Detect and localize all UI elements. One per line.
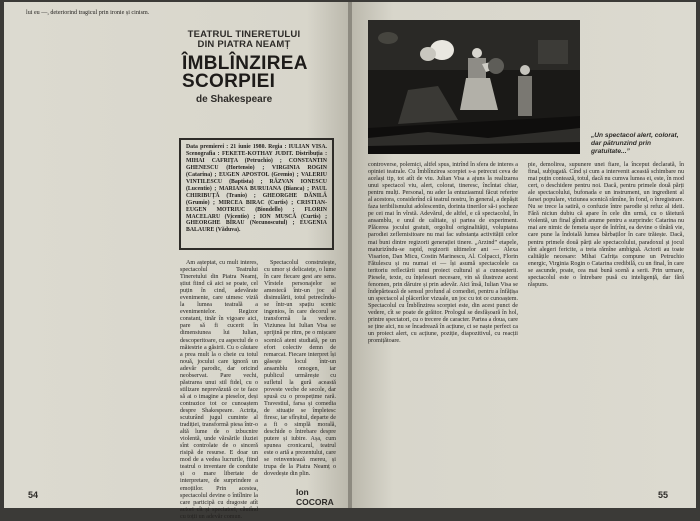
right-page — [352, 2, 696, 508]
play-author: de Shakespeare — [196, 94, 273, 105]
cast-credits-box: Data premierei : 21 iunie 1980. Regia : IULIAN VISA. Scenografia : FEKETE-KOTHAY JUDIT. Distribuția : MIHAI CAFRIȚA (Petruchio) ; CONSTANTIN GHENESCU (Hortensio) ; VIRGINIA ROGIN (Catarina) ; EUGEN APOSTOL (Gremio) ; VALERIU VINTILESCU (Baptista) ; RĂZVAN IONESCU (Lucentio) ; MARIANA BURUIANA (Bianca) ; PAUL CHIRIBUȚĂ (Tranio) ; GHEORGHE DĂNILĂ (Grumio) ; MIRCEA BIRAC (Curtis) ; CRISTIAN-EUGEN MOTRIUC (Biondello) ; FLORIN MACELARU (Vicentio) ; ION MUSCĂ (Curtis) ; GHEORGHE BÎRAU (Necunoscutul) ; EUGENIA BALAURE (Văduva). — [179, 138, 334, 250]
play-title: ÎMBLÎNZIREA SCORPIEI — [182, 53, 308, 92]
paragraph: Spectacolul construiește, cu umor și delicatețe, o lume în care fiecare gest are sens. Vîrstele personajelor se amestecă într-un joc al disimulării, totul petrecîndu-se într-un spațiu scenic ingenios, în care decorul se transformă la vedere. Viziunea lui Iulian Visa se sprijină pe ritm, pe o mișcare scenică atent studiată, pe un efort colectiv demn de remarcat. Fiecare interpret își găsește locul într-un ansamblu omogen, iar publicul urmărește cu sufletul la gură această poveste veche de secole, dar spusă cu o prospețime rară. Travestiul, farsa și comedia de situație se împletesc firesc, iar sfîrșitul, departe de a fi o simplă morală, deschide o întrebare despre putere și iubire. Așa, cum spunea cronicarul, teatrul este o artă a prezentului, care se reinventează mereu, și trupa de la Piatra Neamț o dovedește din plin. — [264, 260, 336, 478]
right-column-text — [264, 260, 336, 482]
stage-photo-image — [368, 20, 580, 154]
magazine-spread — [4, 2, 696, 520]
paragraph: pie, demolirea, supunere unei fiare, la început declarată, în final, subjugată. Cînd și cum a intervenit această schimbare nu mai puțin contează, totul, dacă nu cumva lumea ei, este, în mod cert, o deschidere pentru noi. Dacă, pentru primele două părți ale spectacolului, bufonada e un instrument, un ingredient al farsei populare, viziunea scenică rămîne, în fond, o înregistrare. Nu se trece la satiră, o confuzie între parodie și refuz al ideii. Fără niciun dubiu că apare în cele din urmă, cu o tăietură violentă, un final gîndit anume pentru a surprinde: Catarina nu mai are nimic de femeia ușor de înfrînt, ea devine o tînără vie, care pune la îndoială lumea bărbaților în care trăiește. Dacă, pentru primele două părți ale spectacolului, paradoxul și jocul sînt alegeri fericite, a treia rămîne ambiguă. Actorii au toate calitățile necesare: Mihai Cafrița compune un Petruchio energic, Virginia Rogin o Catarina credibilă, cu un final, în care se ascunde, poate, cea mai bună scenă a serii. Prin urmare, spectacolul este o întrebare pusă cu inteligență, dar fără răspuns. — [528, 162, 684, 288]
photo-caption: „Un spectacol alert, colorat, dar pătrunzind prin gratuitate...” — [591, 132, 679, 155]
theatre-name: TEATRUL TINERETULUI DIN PIATRA NEAMȚ — [187, 29, 301, 50]
paragraph: controverse, polemici, altfel spus, intrînd în sfera de interes a opiniei teatrale. Cu Îmblînzirea scorpiei s-a petrecut ceva de același tip, tot atît de viu. Julian Visa a ajuns la realizarea unui spectacol viu, alert, colorat, tineresc, încîntat chiar, pentru mulți. Personal, nu ader la entuziasmul făcut referire al acestora, considerînd că teatrul nostru, în general, a depășit faza teribilismului adolescentin, dorinta tinerilor să-i șocheze pe cei mai în vîrstă. Adevărul, de altfel, e că spectacolul, în ansamblu, e unul de calitate, și partea de experiment. Plăcerea jocului gratuit, orgoliul originalității, voluptatea parodiei zeflemisitoare nu mai fac substanța activității celor mai buni dintre regizorii generației tinere. „Arzind” etapele, maturizîndu-se rapid, regizorii ultimelor ani — Alexa Visarion, Dan Micu, Costin Marinescu, Al. Colpacci, Florin Fătulescu și nu numai ei — își asumă spectacolele ca teritoriu reflectării unui proiect cultural și a cunoașterii. Piesele, texte, cu înțelesuri necesare, vin să ilustreze acest fenomen, prin dăruire și prin adevăr. Aici însă, Iulian Visa se îndepărtează de sensul profund al comediei, pentru a înfățișa un spectacol al plăcerilor vizuale, un joc cu tot ce cunoaștem. Spectacolul cu Îmblînzirea scorpiei este, din acest punct de vedere, cît se poate de grăitor. Prologul se desfășoară în hol, printre spectatori, cu o trecere de caracter. Partea a doua, care se ține aici, nu se încadrează în acțiune, ci se naște perfect ca un proiect alert, cu acțiune, poziție, diapozitivul, cu reacții promițătoare. — [368, 162, 518, 345]
paragraph: Am așteptat, cu mult interes, spectacolul Teatrului Tineretului din Piatra Neamț, știut fiind că aici se poate, cel puțin în cind, adevărate evenimente, care uimesc viziă la lumea teatrală a evenimentelor. Regizor constant, tinăr în vigoare aici, pare să fi cucerit în dimensiunea lui Iulian, descoperitoare, cu aspectul de o măiestrie a găsirii. Cu o căutare a prea mult la o cheie cu totul nouă, jocului care ignoră un adevăr parodic, dar oricind neobservat. Pare vechi, păstrarea unui stil fidel, cu o stilizare neprevăzută ce te face să ai o imagine a pieselor, deși contrazice tot ce cunoaștem despre Shakespeare. Actrița, scuturând jugul cuminte al tradiției, transformă piesa într-o altă lume de o izbucnire violentă, unde vărsările iluziei sînt controlate de o sinceră risipă de resurse. E doar un mod de a vedea lucrurile, fiind teatrul o inventare de conduite și o mare libertate de interpretare, de surprindere a emoțiilor. Prin acestea, spectacolul devine o întîlnire la care participă cu dragoste atît actori cît și spectatori, căutînd cu toții un adevăr comun. — [180, 260, 258, 520]
article-author: Ion COCORA — [296, 487, 334, 507]
page-number-left: 54 — [28, 490, 39, 500]
left-page — [4, 2, 348, 520]
left-column-text — [26, 10, 168, 482]
right-page-column-2 — [528, 162, 684, 486]
stage-photo — [368, 20, 580, 154]
right-page-column-1 — [368, 162, 518, 486]
page-number-right: 55 — [658, 490, 669, 500]
middle-column-text — [180, 260, 258, 520]
paragraph: lui eu —, deteriorind tragicul prin ironie și cinism. — [26, 10, 150, 16]
